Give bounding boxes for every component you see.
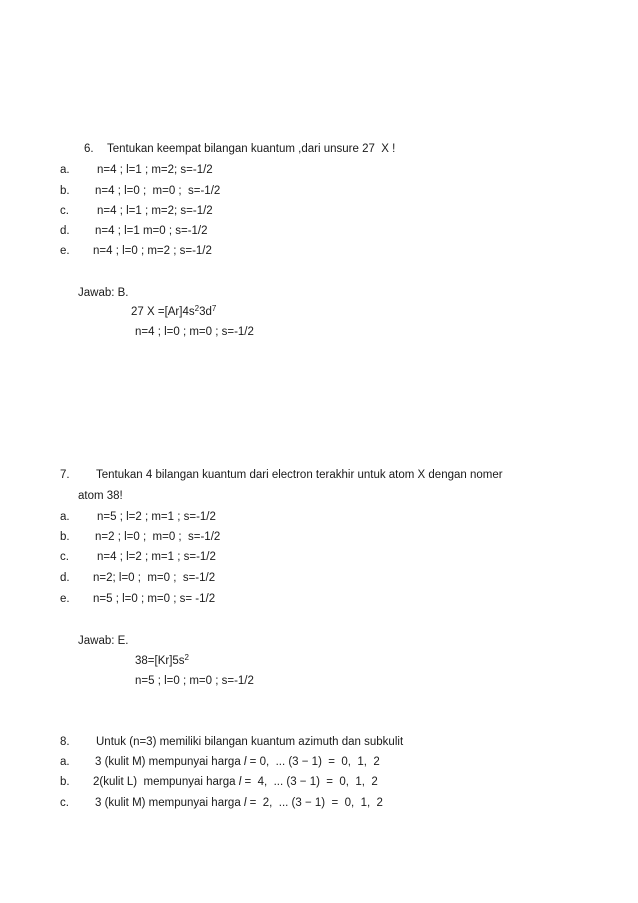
q6-option-a: n=4 ; l=1 ; m=2; s=-1/2 [97, 164, 213, 176]
q6-quantum-numbers: n=4 ; l=0 ; m=0 ; s=-1/2 [135, 326, 254, 338]
q6-option-a-label: a. [60, 164, 70, 176]
q8-option-c-label: c. [60, 797, 69, 809]
q8-option-a-label: a. [60, 756, 70, 768]
q6-option-e: n=4 ; l=0 ; m=2 ; s=-1/2 [93, 245, 212, 257]
q7-option-b: n=2 ; l=0 ; m=0 ; s=-1/2 [95, 531, 221, 543]
q7-question-line2: atom 38! [78, 490, 123, 502]
q6-config-sup-d: 7 [211, 304, 217, 313]
q8-option-a-post: = 0, ... (3 − 1) = 0, 1, 2 [246, 756, 380, 768]
q8-option-a-pre: 3 (kulit M) mempunyai harga [95, 756, 244, 768]
q7-option-c-label: c. [60, 551, 69, 563]
q6-option-e-label: e. [60, 245, 70, 257]
q8-number: 8. [60, 736, 70, 748]
q8-option-b [93, 775, 378, 789]
q6-option-c: n=4 ; l=1 ; m=2; s=-1/2 [97, 205, 213, 217]
q8-option-a-l-symbol: l [243, 756, 247, 768]
q6-option-d: n=4 ; l=1 m=0 ; s=-1/2 [95, 225, 208, 237]
q6-electron-config [131, 305, 216, 319]
q7-option-d: n=2; l=0 ; m=0 ; s=-1/2 [93, 572, 216, 584]
q8-option-c-pre: 3 (kulit M) mempunyai harga [95, 797, 244, 809]
q6-question: Tentukan keempat bilangan kuantum ,dari unsure 27 X ! [107, 143, 396, 155]
q7-option-e-label: e. [60, 593, 70, 605]
q7-electron-config [135, 654, 189, 668]
q6-answer: Jawab: B. [78, 287, 129, 299]
q8-option-b-label: b. [60, 776, 70, 788]
q8-option-c-l-symbol: l [243, 797, 247, 809]
q6-number: 6. [84, 143, 94, 155]
q7-option-a-label: a. [60, 511, 70, 523]
q8-option-a [95, 755, 380, 769]
q6-config-prefix: 27 X =[Ar]4s [131, 306, 195, 318]
q7-option-d-label: d. [60, 572, 70, 584]
q7-config-sup-s: 2 [184, 653, 189, 662]
q8-option-b-l-symbol: l [238, 776, 242, 788]
q7-option-e: n=5 ; l=0 ; m=0 ; s= -1/2 [93, 593, 216, 605]
q8-option-b-pre: 2(kulit L) mempunyai harga [93, 776, 239, 788]
q7-option-c: n=4 ; l=2 ; m=1 ; s=-1/2 [97, 551, 216, 563]
q7-quantum-numbers: n=5 ; l=0 ; m=0 ; s=-1/2 [135, 675, 254, 687]
q8-question: Untuk (n=3) memiliki bilangan kuantum azimuth dan subkulit [96, 736, 404, 748]
q7-option-b-label: b. [60, 531, 70, 543]
q8-option-b-post: = 4, ... (3 − 1) = 0, 1, 2 [241, 776, 378, 788]
q6-option-b: n=4 ; l=0 ; m=0 ; s=-1/2 [95, 185, 221, 197]
q7-number: 7. [60, 469, 70, 481]
q6-option-b-label: b. [60, 185, 70, 197]
q6-option-c-label: c. [60, 205, 69, 217]
q6-option-d-label: d. [60, 225, 70, 237]
q8-option-c [95, 796, 383, 810]
q6-config-mid: 3d [199, 306, 212, 318]
q7-answer: Jawab: E. [78, 635, 129, 647]
q6-config-sup-s: 2 [194, 304, 200, 313]
q7-question-line1: Tentukan 4 bilangan kuantum dari electron terakhir untuk atom X dengan nomer [96, 469, 503, 481]
q7-config-prefix: 38=[Kr]5s [135, 655, 185, 667]
q7-option-a: n=5 ; l=2 ; m=1 ; s=-1/2 [97, 511, 216, 523]
q8-option-c-post: = 2, ... (3 − 1) = 0, 1, 2 [246, 797, 383, 809]
